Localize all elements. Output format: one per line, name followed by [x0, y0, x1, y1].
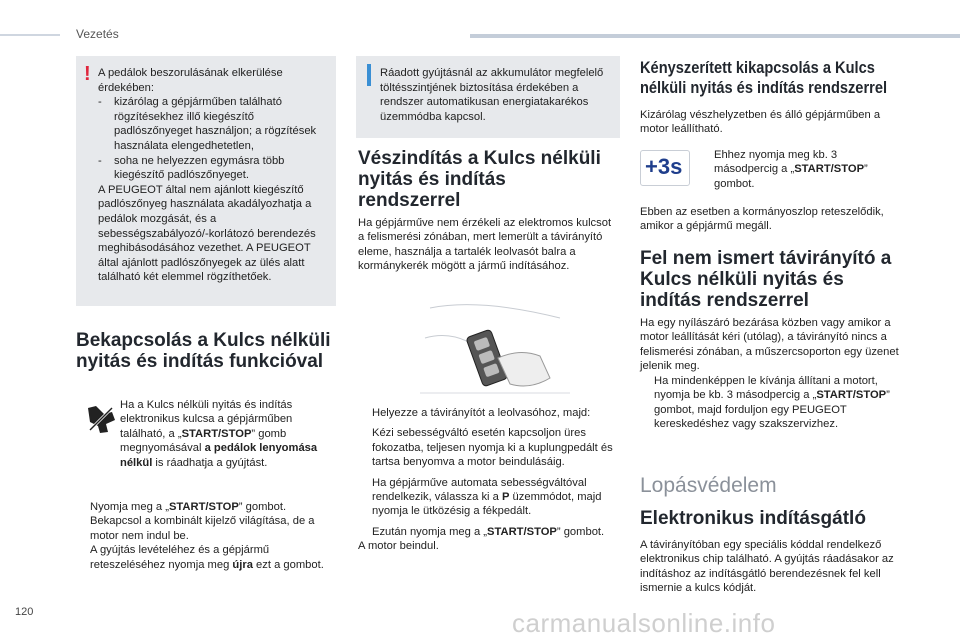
section-title: Vezetés — [76, 27, 119, 41]
heading-unrecognized-remote: Fel nem ismert távirányító a Kulcs nélküli nyitás és indítás rendszerrel — [640, 248, 892, 311]
list-item: Helyezze a távirányítót a leolvasóhoz, majd: — [358, 406, 620, 420]
emergency-intro: Ha gépjárműve nem érzékeli az elektromos kulcsot a felismerési zónában, mert lemerült a távirányító eleme, használja a tartalék leolvasót balra a kormánykerék mögött a jármű indításához. — [358, 217, 612, 273]
warning-paragraph: A PEUGEOT által nem ajánlott kiegészítő padlószőnyeg használata akadályozhatja a pedálok mozgását, és a sebességszabályozó/-korlátozó berendezés meghibásodásához vezethet. A PEUGEOT által ajánlott padlószőnyegek az ülés alatt található két elemmel rögzíthetőek. — [98, 183, 316, 284]
info-icon — [367, 64, 371, 86]
section-heading-anti-theft: Lopásvédelem — [640, 474, 777, 497]
header-rule-right — [470, 34, 960, 38]
page-number: 120 — [15, 606, 34, 618]
bullet-icon — [358, 525, 372, 539]
warning-icon: ! — [84, 63, 91, 85]
forced-stop-text: Kizárólag vészhelyzetben és álló gépjárműben a motor leállítható. — [640, 109, 881, 136]
list-item: A gyújtás levételéhez és a gépjármű reteszeléséhez nyomja meg újra ezt a gombot. — [76, 543, 338, 572]
info-text: Ráadott gyújtásnál az akkumulátor megfelelő töltésszintjének biztosítása érdekében a rendszer automatikusan energiatakarékos üzemmódba kapcsol. — [380, 67, 604, 123]
engine-starts-text: A motor beindul. — [358, 540, 439, 553]
info-box — [356, 56, 620, 138]
list-item: Nyomja meg a „START/STOP” gombot. Bekapcsol a kombinált kijelző világítása, de a motor nem indul be. — [76, 500, 338, 543]
keyless-icon-text: Ha a Kulcs nélküli nyitás és indítás elektronikus kulcsa a gépjárműben található, a „START/STOP” gomb megnyomásával a pedálok lenyomása nélkül is ráadhatja a gyújtást. — [120, 399, 318, 469]
plus-3s-badge: +3s — [640, 150, 690, 186]
bullet-icon — [358, 476, 372, 519]
bullet-icon — [76, 543, 90, 572]
header-rule-left — [0, 34, 60, 36]
list-item: Ha mindenképpen le kívánja állítani a motort, nyomja be kb. 3 másodpercig a „START/STOP” gombot, majd forduljon egy PEUGEOT kereskedéshez vagy szakszervizhez. — [640, 374, 905, 432]
heading-emergency-start: Vészindítás a Kulcs nélküli nyitás és indítás rendszerrel — [358, 148, 601, 211]
warning-box — [76, 56, 336, 306]
steering-lock-text: Ebben az esetben a kormányoszlop reteszelődik, amikor a gépjármű megáll. — [640, 206, 884, 233]
bullet-icon — [358, 406, 372, 420]
heading-forced-stop: Kényszerített kikapcsolás a Kulcs nélküli nyitás és indítás rendszerrel — [640, 58, 888, 97]
backup-reader-illustration — [420, 298, 570, 398]
bullet-icon — [76, 500, 90, 543]
warning-dash-item: - soha ne helyezzen egymásra több kiegészítő padlószőnyeget. — [98, 154, 285, 182]
bullet-icon — [640, 374, 654, 432]
watermark: carmanualsonline.info — [512, 608, 776, 638]
list-item: Ezután nyomja meg a „START/STOP” gombot. — [358, 525, 620, 539]
warning-intro: A pedálok beszorulásának elkerülése érdekében: — [98, 67, 283, 94]
heading-keyless-start: Bekapcsolás a Kulcs nélküli nyitás és indítás funkcióval — [76, 330, 331, 372]
list-item: Ha gépjárműve automata sebességváltóval rendelkezik, válassza ki a P üzemmódot, majd nyomja le ütközésig a fékpedált. — [358, 476, 620, 519]
bullet-icon — [358, 426, 372, 469]
list-item: Ehhez nyomja meg kb. 3 másodpercig a „START/STOP” gombot. — [700, 148, 868, 191]
immobiliser-text: A távirányítóban egy speciális kóddal rendelkező elektronikus chip található. A gyújtás ráadásakor az indításhoz az indításgátló berendezésnek fel kell ismernie a kulcs kódját. — [640, 539, 894, 595]
list-item: Kézi sebességváltó esetén kapcsoljon üres fokozatba, teljesen nyomja ki a kuplungpedált és tartsa benyomva a motor beindulásáig. — [358, 426, 620, 469]
bullet-icon — [700, 148, 714, 191]
unrecognized-remote-text: Ha egy nyílászáró bezárása közben vagy amikor a motor leállítását kéri (utólag), a távirányító nincs a felismerési zónában, a műszercsoporton egy üzenet jelenik meg. — [640, 317, 899, 373]
keyless-steps — [76, 500, 338, 572]
no-pedal-icon — [84, 402, 118, 436]
forced-stop-step — [700, 148, 868, 191]
heading-immobiliser: Elektronikus indításgátló — [640, 508, 866, 529]
warning-dash-item: - kizárólag a gépjárműben található rögzítésekhez illő kiegészítő padlószőnyeget használjon; a rögzítések használata elengedhetetlen, — [98, 96, 317, 152]
unrecognized-remote-step — [640, 374, 905, 432]
emergency-steps — [358, 406, 620, 554]
